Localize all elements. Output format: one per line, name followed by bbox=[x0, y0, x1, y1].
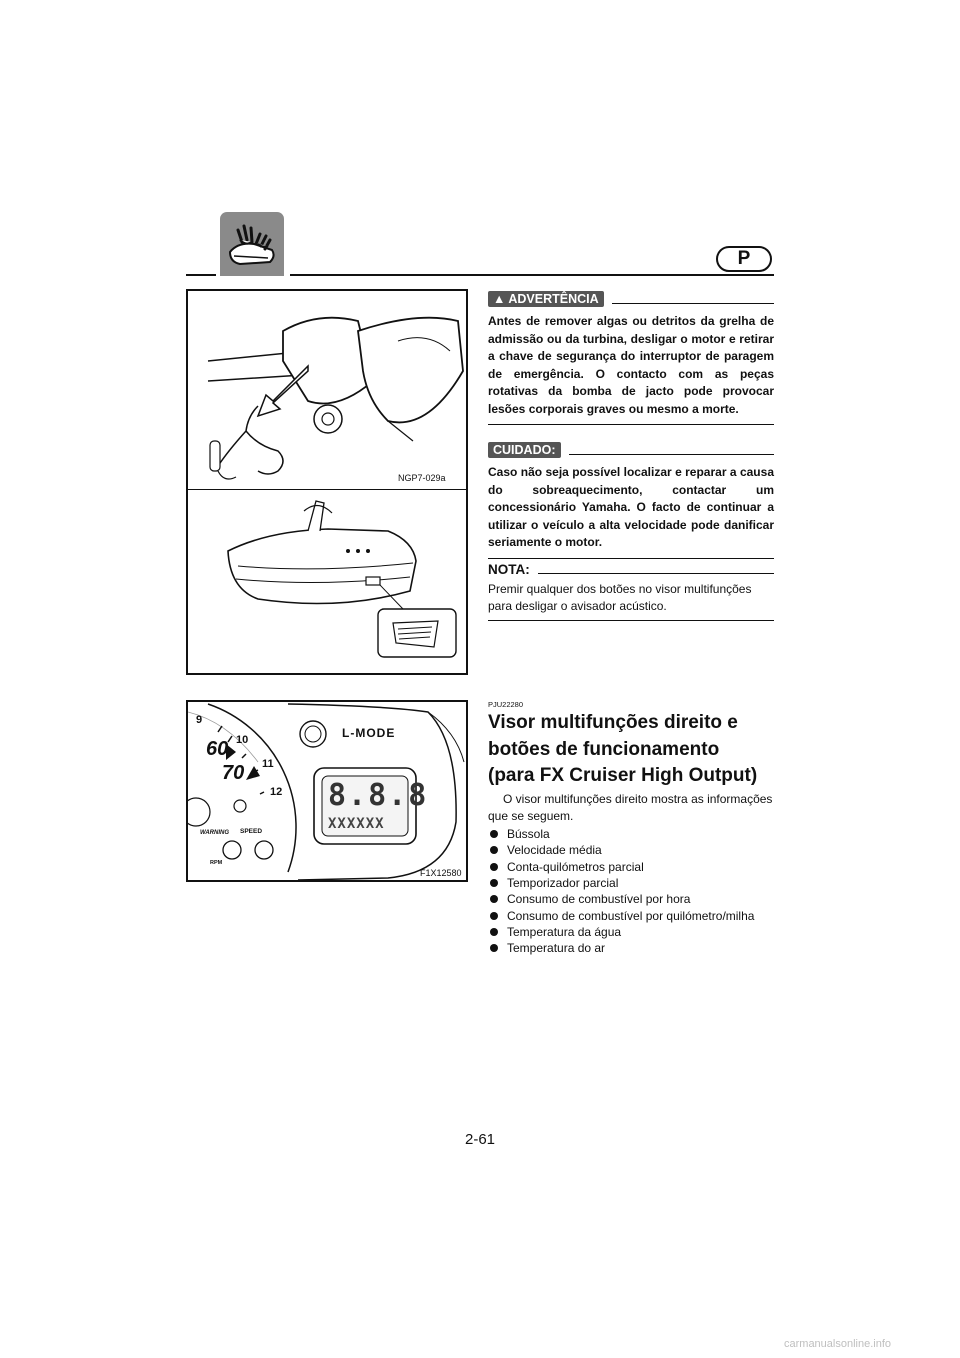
bullet-icon bbox=[490, 912, 498, 920]
bullet-icon bbox=[490, 863, 498, 871]
warning-text: Antes de remover algas ou detritos da grelha de admissão ou da turbina, desligar o motor e retirar a chave de segurança do interruptor de paragem de emergência. O contacto com as peças rotativas da bomba de jacto pode provocar lesões corporais graves ou mesmo a morte. bbox=[488, 314, 774, 416]
caution-text: Caso não seja possível localizar e reparar a causa do sobreaquecimento, contactar um concessionário Yamaha. O facto de continuar a utilizar o veículo a alta velocidade pode danificar seriamente o motor. bbox=[488, 465, 774, 549]
section-title bbox=[488, 710, 778, 790]
warning-block bbox=[488, 291, 774, 425]
speed-60: 60 bbox=[206, 738, 229, 760]
caution-rule bbox=[569, 454, 775, 455]
section-code: PJU22280 bbox=[488, 700, 524, 709]
watermark: carmanualsonline.info bbox=[784, 1338, 892, 1350]
list-item: Temperatura da água bbox=[488, 924, 778, 940]
list-item: Velocidade média bbox=[488, 842, 778, 858]
language-badge: P bbox=[716, 246, 772, 272]
watercraft-illustration bbox=[188, 491, 466, 675]
dashboard-speed-label: SPEED bbox=[240, 828, 263, 835]
figure-code-top: NGP7-029a bbox=[398, 473, 446, 483]
caution-block bbox=[488, 442, 774, 559]
list-item: Bússola bbox=[488, 826, 778, 842]
list-item: Consumo de combustível por hora bbox=[488, 891, 778, 907]
bullet-icon bbox=[490, 944, 498, 952]
bullet-icon bbox=[490, 879, 498, 887]
section-title-line-1: Visor multifunções direito e bbox=[488, 712, 738, 733]
list-item: Consumo de combustível por quilómetro/milha bbox=[488, 907, 778, 923]
list-item: Conta-quilómetros parcial bbox=[488, 859, 778, 875]
dashboard-warning-label: WARNING bbox=[200, 830, 229, 836]
bullet-icon bbox=[490, 928, 498, 936]
header-rule-right bbox=[290, 274, 774, 276]
warning-triangle-icon: ▲ bbox=[493, 292, 506, 306]
handlebar-illustration bbox=[188, 291, 466, 487]
lcd-segments: XXXXXX bbox=[328, 816, 385, 832]
note-text: Premir qualquer dos botões no visor multifunções para desligar o avisador acústico. bbox=[488, 582, 752, 613]
list-item: Temporizador parcial bbox=[488, 875, 778, 891]
section-title-line-3: (para FX Cruiser High Output) bbox=[488, 765, 758, 786]
note-rule bbox=[538, 573, 774, 574]
header-rule-left bbox=[186, 274, 216, 276]
dashboard-mode-label: L-MODE bbox=[342, 726, 396, 740]
watercraft-hands-icon bbox=[220, 212, 284, 276]
page-number: 2-61 bbox=[464, 1131, 496, 1148]
bullet-icon bbox=[490, 846, 498, 854]
tick-12: 12 bbox=[270, 786, 283, 798]
display-items-list bbox=[488, 826, 778, 956]
lcd-digits: 8.8.8 bbox=[328, 778, 429, 813]
tick-10: 10 bbox=[236, 734, 249, 746]
list-item: Temperatura do ar bbox=[488, 940, 778, 956]
figure-multifunction-display bbox=[186, 700, 468, 882]
bullet-icon bbox=[490, 895, 498, 903]
warning-label: ▲ ADVERTÊNCIA bbox=[488, 291, 604, 307]
caution-close-rule bbox=[488, 558, 774, 559]
figure-code-bottom: F1X12580 bbox=[420, 868, 462, 878]
speed-70: 70 bbox=[222, 762, 245, 784]
tick-11: 11 bbox=[262, 758, 274, 770]
warning-rule bbox=[612, 303, 774, 304]
warning-close-rule bbox=[488, 424, 774, 425]
tick-9: 9 bbox=[196, 714, 203, 726]
figure-engine-stop-switch bbox=[186, 289, 468, 675]
section-tab bbox=[220, 212, 284, 276]
note-block bbox=[488, 562, 774, 621]
section-title-line-2: botões de funcionamento bbox=[488, 738, 720, 760]
section-intro: O visor multifunções direito mostra as informações que se seguem. bbox=[488, 792, 773, 823]
bullet-icon bbox=[490, 830, 498, 838]
figure-divider bbox=[188, 489, 466, 490]
caution-label: CUIDADO: bbox=[488, 442, 561, 458]
note-close-rule bbox=[488, 620, 774, 621]
dashboard-rpm-label: RPM bbox=[210, 860, 223, 866]
note-label: NOTA: bbox=[488, 562, 530, 577]
